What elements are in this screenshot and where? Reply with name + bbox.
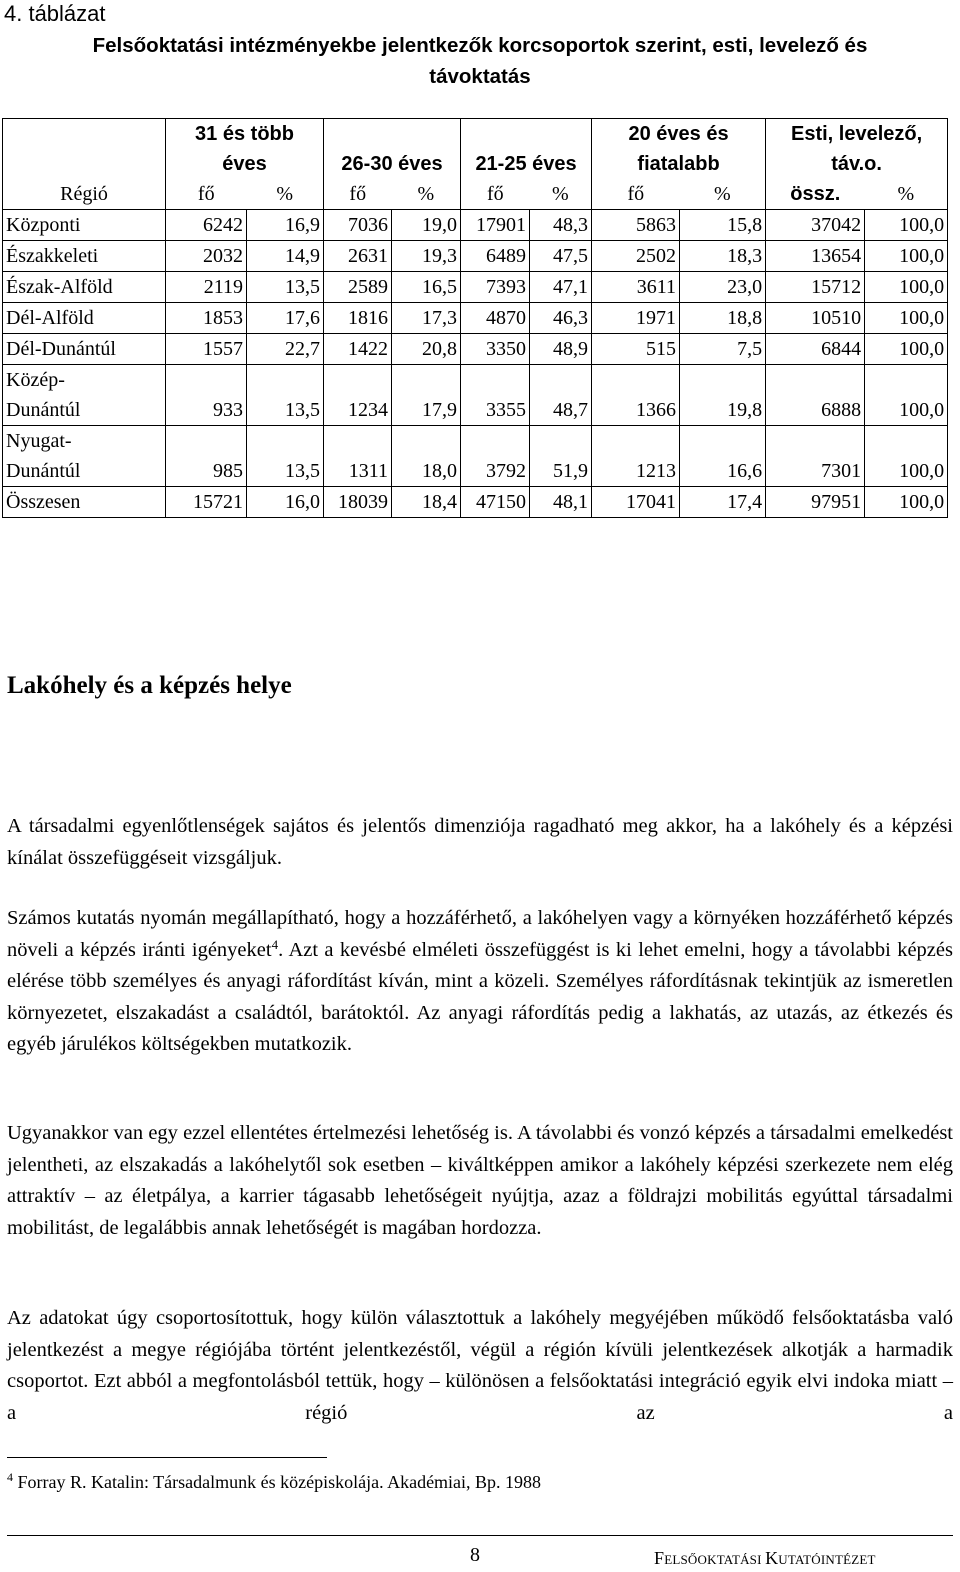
- percent-cell: 18,4: [392, 487, 461, 518]
- table-row: [3, 210, 948, 241]
- sub-header: %: [247, 179, 324, 210]
- count-cell: 2032: [166, 241, 247, 272]
- percent-cell: 48,1: [530, 487, 592, 518]
- percent-cell: 17,9: [392, 365, 461, 426]
- percent-cell: 100,0: [865, 426, 948, 487]
- percent-cell: 51,9: [530, 426, 592, 487]
- footnote-marker: 4: [7, 1470, 13, 1484]
- region-cell: [3, 334, 166, 365]
- page-number: 8: [470, 1544, 480, 1566]
- table-body: [3, 210, 948, 518]
- paragraph-4: Az adatokat úgy csoportosítottuk, hogy külön választottuk a lakóhely megyéjében működő felsőoktatásba való jelentkezést a megye régiójába történt jelentkezéstől, végül a régión kívüli jelentkezések alkotják a harmadik csoportot. Ezt abból a megfontolásból tettük, hogy – különösen a felsőoktatási integráció egyik elvi indoka miatt – a régió az a: [7, 1307, 953, 1424]
- region-name-line: Közép-: [6, 369, 65, 391]
- count-cell: 10510: [766, 303, 865, 334]
- section-heading: Lakóhely és a képzés helye: [7, 672, 292, 699]
- table-row: [3, 241, 948, 272]
- header-row-3: [3, 179, 948, 210]
- percent-cell: 17,3: [392, 303, 461, 334]
- count-cell: 4870: [461, 303, 530, 334]
- count-cell: 6489: [461, 241, 530, 272]
- count-cell: 47150: [461, 487, 530, 518]
- count-cell: 97951: [766, 487, 865, 518]
- count-cell: 15721: [166, 487, 247, 518]
- group-header-31-plus: [166, 119, 324, 180]
- percent-cell: 100,0: [865, 365, 948, 426]
- sub-header: össz.: [790, 183, 841, 205]
- count-cell: 2502: [592, 241, 680, 272]
- region-name-line: Dél-Alföld: [6, 307, 94, 329]
- percent-cell: 13,5: [247, 272, 324, 303]
- count-cell: 2589: [324, 272, 392, 303]
- sub-header: fő: [197, 183, 215, 205]
- paragraph-2-part-1: Számos kutatás nyomán megállapítható, hogy a hozzáférhető, a lakóhelyen vagy a környéken hozzáférhető képzés növeli a képzés iránti igényeket: [7, 907, 953, 961]
- percent-cell: 17,6: [247, 303, 324, 334]
- table-label: 4. táblázat: [4, 1, 106, 26]
- region-name-line: Észak-Alföld: [6, 276, 113, 298]
- institute-name: [654, 1546, 876, 1572]
- count-cell: 1311: [324, 426, 392, 487]
- count-cell: 18039: [324, 487, 392, 518]
- percent-cell: 48,9: [530, 334, 592, 365]
- region-cell: [3, 487, 166, 518]
- count-cell: 6242: [166, 210, 247, 241]
- count-cell: 2631: [324, 241, 392, 272]
- percent-cell: 18,0: [392, 426, 461, 487]
- percent-cell: 18,3: [680, 241, 766, 272]
- count-cell: 985: [166, 426, 247, 487]
- institute-word-1: ELSŐOKTATÁSI: [664, 1552, 766, 1567]
- region-name-line: Dunántúl: [6, 460, 81, 482]
- paragraph-2-part-2: . Azt a kevésbé elméleti összefüggést is ki lehet emelni, hogy a távolabbi képzés elérése több személyes és anyagi ráfordítást kíván, mint a közeli. Személyes ráfordításnak tekintjük az ismeretlen környezetet, elszakadást a családtól, barátoktól. Az anyagi ráfordítás pedig a lakhatás, az utazás, az étkezés és egyéb járulékos költségekben mutatkozik.: [7, 938, 953, 1055]
- sub-header: %: [530, 179, 592, 210]
- paragraph-2: [7, 903, 953, 1061]
- percent-cell: 100,0: [865, 241, 948, 272]
- count-cell: 1853: [166, 303, 247, 334]
- table-row: [3, 303, 948, 334]
- institute-initial-2: K: [765, 1548, 779, 1568]
- header-row-1: [3, 119, 948, 150]
- table-row: [3, 334, 948, 365]
- region-cell: [3, 365, 166, 426]
- count-cell: 37042: [766, 210, 865, 241]
- percent-cell: 100,0: [865, 272, 948, 303]
- group-header-total: [766, 119, 948, 180]
- sub-header: fő: [486, 183, 504, 205]
- sub-header: %: [392, 179, 461, 210]
- percent-cell: 47,1: [530, 272, 592, 303]
- region-cell: [3, 303, 166, 334]
- percent-cell: 13,5: [247, 365, 324, 426]
- percent-cell: 16,9: [247, 210, 324, 241]
- footer-rule: [7, 1535, 953, 1536]
- percent-cell: 20,8: [392, 334, 461, 365]
- count-cell: 7393: [461, 272, 530, 303]
- count-cell: 1234: [324, 365, 392, 426]
- count-cell: 17901: [461, 210, 530, 241]
- group-header-26-30: 26-30 éves: [324, 119, 461, 180]
- group-header-20-under-line-2: fiatalabb: [637, 153, 720, 175]
- percent-cell: 13,5: [247, 426, 324, 487]
- region-cell: [3, 210, 166, 241]
- count-cell: 6888: [766, 365, 865, 426]
- group-header-31-plus-line-1: 31 és több: [195, 123, 294, 145]
- percent-cell: 19,0: [392, 210, 461, 241]
- percent-cell: 47,5: [530, 241, 592, 272]
- paragraph-1: A társadalmi egyenlőtlenségek sajátos és jelentős dimenziója ragadható meg akkor, ha a lakóhely és a képzési kínálat összefüggéseit vizsgáljuk.: [7, 815, 953, 869]
- count-cell: 1557: [166, 334, 247, 365]
- count-cell: 1422: [324, 334, 392, 365]
- count-cell: 515: [592, 334, 680, 365]
- table-title-line-2: távoktatás: [429, 65, 531, 88]
- table-row: [3, 272, 948, 303]
- percent-cell: 18,8: [680, 303, 766, 334]
- percent-cell: 7,5: [680, 334, 766, 365]
- percent-cell: 19,8: [680, 365, 766, 426]
- count-cell: 7301: [766, 426, 865, 487]
- percent-cell: 100,0: [865, 487, 948, 518]
- region-header-spacer-2: [3, 149, 166, 179]
- data-table: [2, 118, 948, 518]
- percent-cell: 100,0: [865, 303, 948, 334]
- table-title: [0, 30, 960, 92]
- table-row: [3, 426, 948, 487]
- institute-initial-1: F: [654, 1548, 665, 1568]
- group-header-total-line-1: Esti, levelező,: [790, 123, 923, 145]
- count-cell: 3792: [461, 426, 530, 487]
- footnote: [7, 1468, 541, 1496]
- region-header-spacer: [3, 119, 166, 150]
- count-cell: 5863: [592, 210, 680, 241]
- group-header-total-line-2: táv.o.: [831, 153, 882, 175]
- count-cell: 15712: [766, 272, 865, 303]
- sub-header: fő: [627, 183, 645, 205]
- count-cell: 1213: [592, 426, 680, 487]
- count-cell: 1816: [324, 303, 392, 334]
- region-cell: [3, 241, 166, 272]
- region-name-line: Dunántúl: [6, 399, 81, 421]
- paragraph-3: Ugyanakkor van egy ezzel ellentétes értelmezési lehetőség is. A távolabbi és vonzó képzés a társadalmi emelkedést jelentheti, az elszakadás a lakóhelytől sok esetben – kiváltképpen amikor a lakóhely képzési szerkezete nem elég attraktív – az életpálya, a karrier tágasabb lehetőségeit nyújtja, azaz a földrajzi mobilitás egyúttal társadalmi mobilitást, de legalábbis annak lehetőségét is magában hordozza.: [7, 1122, 953, 1239]
- table-row: [3, 487, 948, 518]
- count-cell: 17041: [592, 487, 680, 518]
- region-cell: [3, 426, 166, 487]
- percent-cell: 17,4: [680, 487, 766, 518]
- footnote-text: Forray R. Katalin: Társadalmunk és középiskolája. Akadémiai, Bp. 1988: [13, 1472, 542, 1492]
- percent-cell: 16,6: [680, 426, 766, 487]
- percent-cell: 19,3: [392, 241, 461, 272]
- institute-word-2: UTATÓINTÉZET: [778, 1552, 876, 1567]
- percent-cell: 100,0: [865, 210, 948, 241]
- percent-cell: 100,0: [865, 334, 948, 365]
- count-cell: 13654: [766, 241, 865, 272]
- percent-cell: 15,8: [680, 210, 766, 241]
- count-cell: 7036: [324, 210, 392, 241]
- region-name-line: Dél-Dunántúl: [6, 338, 116, 360]
- count-cell: 3355: [461, 365, 530, 426]
- region-header: Régió: [3, 179, 166, 210]
- percent-cell: 16,0: [247, 487, 324, 518]
- percent-cell: 48,3: [530, 210, 592, 241]
- count-cell: 6844: [766, 334, 865, 365]
- region-name-line: Összesen: [6, 491, 81, 513]
- region-name-line: Északkeleti: [6, 245, 99, 267]
- footnote-separator: [7, 1457, 327, 1458]
- count-cell: 3611: [592, 272, 680, 303]
- count-cell: 1971: [592, 303, 680, 334]
- region-name-line: Nyugat-: [6, 430, 72, 452]
- group-header-20-under: [592, 119, 766, 180]
- region-name-line: Központi: [6, 214, 81, 236]
- table-row: [3, 365, 948, 426]
- count-cell: 933: [166, 365, 247, 426]
- percent-cell: 16,5: [392, 272, 461, 303]
- footnote-reference: 4: [271, 936, 279, 952]
- count-cell: 3350: [461, 334, 530, 365]
- sub-header: %: [865, 179, 948, 210]
- percent-cell: 14,9: [247, 241, 324, 272]
- count-cell: 1366: [592, 365, 680, 426]
- group-header-21-25: 21-25 éves: [461, 119, 592, 180]
- group-header-31-plus-line-2: éves: [222, 153, 267, 175]
- percent-cell: 23,0: [680, 272, 766, 303]
- percent-cell: 22,7: [247, 334, 324, 365]
- group-header-20-under-line-1: 20 éves és: [628, 123, 729, 145]
- count-cell: 2119: [166, 272, 247, 303]
- percent-cell: 46,3: [530, 303, 592, 334]
- table-title-line-1: Felsőoktatási intézményekbe jelentkezők korcsoportok szerint, esti, levelező és: [92, 34, 868, 57]
- sub-header: %: [680, 179, 766, 210]
- percent-cell: 48,7: [530, 365, 592, 426]
- sub-header: fő: [349, 183, 367, 205]
- region-cell: [3, 272, 166, 303]
